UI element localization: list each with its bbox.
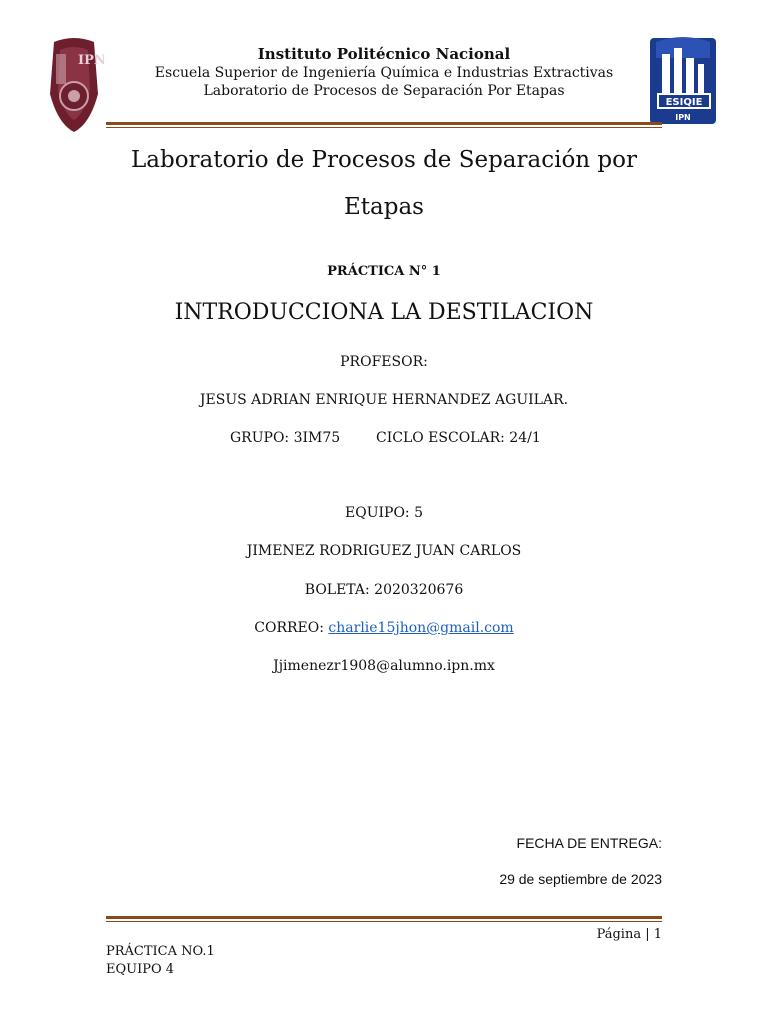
delivery-date: 29 de septiembre de 2023	[499, 871, 662, 887]
group: GRUPO: 3IM75	[230, 430, 341, 446]
footer-rule-thin	[106, 921, 662, 922]
svg-text:ESIQIE: ESIQIE	[665, 97, 703, 108]
practice-number: PRÁCTICA N° 1	[327, 264, 441, 279]
header-rule-thin	[106, 127, 662, 128]
document-title-line1: Laboratorio de Procesos de Separación por	[130, 147, 637, 173]
footer-team: EQUIPO 4	[106, 962, 175, 977]
page-number: Página | 1	[596, 927, 662, 942]
school-cycle: CICLO ESCOLAR: 24/1	[376, 430, 541, 446]
header-rule	[106, 122, 662, 125]
institution-name: Instituto Politécnico Nacional	[257, 45, 511, 63]
svg-text:IPN: IPN	[78, 53, 104, 68]
email-label: CORREO:	[254, 620, 324, 636]
footer-rule	[106, 916, 662, 919]
email-link[interactable]: charlie15jhon@gmail.com	[328, 620, 514, 636]
email-secondary: Jjimenezr1908@alumno.ipn.mx	[273, 658, 495, 674]
svg-text:IPN: IPN	[675, 113, 691, 122]
student-name: JIMENEZ RODRIGUEZ JUAN CARLOS	[246, 543, 522, 559]
professor-name: JESUS ADRIAN ENRIQUE HERNANDEZ AGUILAR.	[199, 392, 569, 408]
footer-practice: PRÁCTICA NO.1	[106, 944, 215, 959]
practice-title: INTRODUCCIONA LA DESTILACION	[174, 300, 594, 325]
document-title-line2: Etapas	[344, 194, 424, 220]
team: EQUIPO: 5	[345, 505, 423, 521]
professor-label: PROFESOR:	[340, 354, 428, 370]
delivery-label: FECHA DE ENTREGA:	[516, 835, 662, 851]
email-row	[0, 620, 768, 636]
boleta: BOLETA: 2020320676	[304, 582, 464, 598]
lab-name: Laboratorio de Procesos de Separación Por Etapas	[203, 83, 565, 99]
school-name: Escuela Superior de Ingeniería Química e Industrias Extractivas	[154, 65, 614, 81]
